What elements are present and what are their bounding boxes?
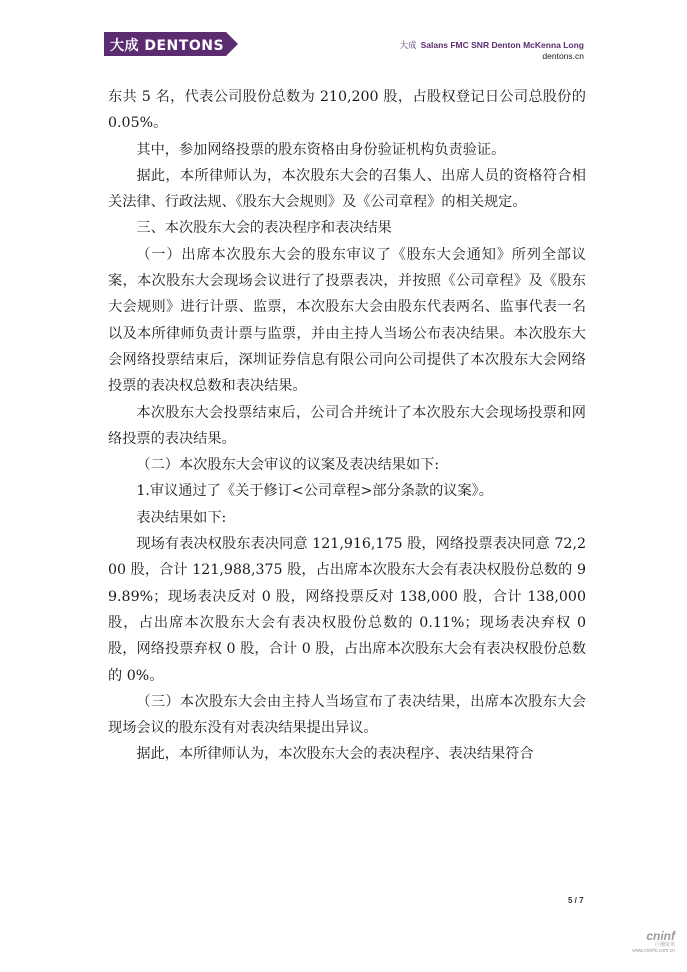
website-link[interactable]: dentons.cn xyxy=(542,51,584,61)
paragraph: （一）出席本次股东大会的股东审议了《股东大会通知》所列全部议案，本次股东大会现场会议进行了投票表决，并按照《公司章程》及《股东大会规则》进行计票、监票，本次股东大会由股东代表两名、监事代表一名以及本所律师负责计票与监票，并由主持人当场公布表决结果。本次股东大会网络投票结束后，深圳证券信息有限公司向公司提供了本次股东大会网络投票的表决权总数和表决结果。 xyxy=(108,246,586,395)
document-body xyxy=(108,84,586,768)
page-number: 5 / 7 xyxy=(568,896,584,905)
firm-names-cn: 大成 xyxy=(399,40,417,50)
paragraph: 其中，参加网络投票的股东资格由身份验证机构负责验证。 xyxy=(136,141,506,158)
logo-text: 大成 DENTONS xyxy=(110,38,225,54)
paragraph: （三）本次股东大会由主持人当场宣布了表决结果，出席本次股东大会现场会议的股东没有对表决结果提出异议。 xyxy=(108,693,586,737)
dentons-logo xyxy=(104,32,238,56)
cninfo-brand-cn: 巨潮资讯 xyxy=(654,942,675,948)
paragraph: 本次股东大会投票结束后，公司合并统计了本次股东大会现场投票和网络投票的表决结果。 xyxy=(108,404,586,447)
firm-names-en: Salans FMC SNR Denton McKenna Long xyxy=(420,40,584,50)
paragraph: 东共 5 名，代表公司股份总数为 210,200 股，占股权登记日公司总股份的 0.05%。 xyxy=(108,89,586,132)
paragraph: 据此，本所律师认为，本次股东大会的表决程序、表决结果符合 xyxy=(136,746,534,763)
paragraph: 现场有表决权股东表决同意 121,916,175 股，网络投票表决同意 72,200 股，合计 121,988,375 股，占出席本次股东大会有表决权股份总数的 99.89%；现场表决反对 0 股，网络投票反对 138,000 股，合计 138,000 股，占出席本次股东大会有表决权股份总数的 0.11%；现场表决弃权 0 股，网络投票弃权 0 股，合计 0 股，占出席本次股东大会有表决权股份总数的 0%。 xyxy=(108,536,586,684)
cninfo-url: www.cninfo.com.cn xyxy=(632,948,675,954)
list-item: 1.审议通过了《关于修订<公司章程>部分条款的议案》。 xyxy=(136,483,493,500)
section-heading: 三、本次股东大会的表决程序和表决结果 xyxy=(136,220,392,237)
cninfo-watermark xyxy=(615,930,675,954)
subsection-heading: （二）本次股东大会审议的议案及表决结果如下: xyxy=(136,457,440,474)
cninfo-brand: cninf xyxy=(646,929,675,943)
header-firms xyxy=(400,40,584,62)
paragraph: 据此，本所律师认为，本次股东大会的召集人、出席人员的资格符合相关法律、行政法规、《股东大会规则》及《公司章程》的相关规定。 xyxy=(108,167,586,211)
firm-names xyxy=(400,40,584,51)
paragraph: 表决结果如下: xyxy=(136,509,227,526)
